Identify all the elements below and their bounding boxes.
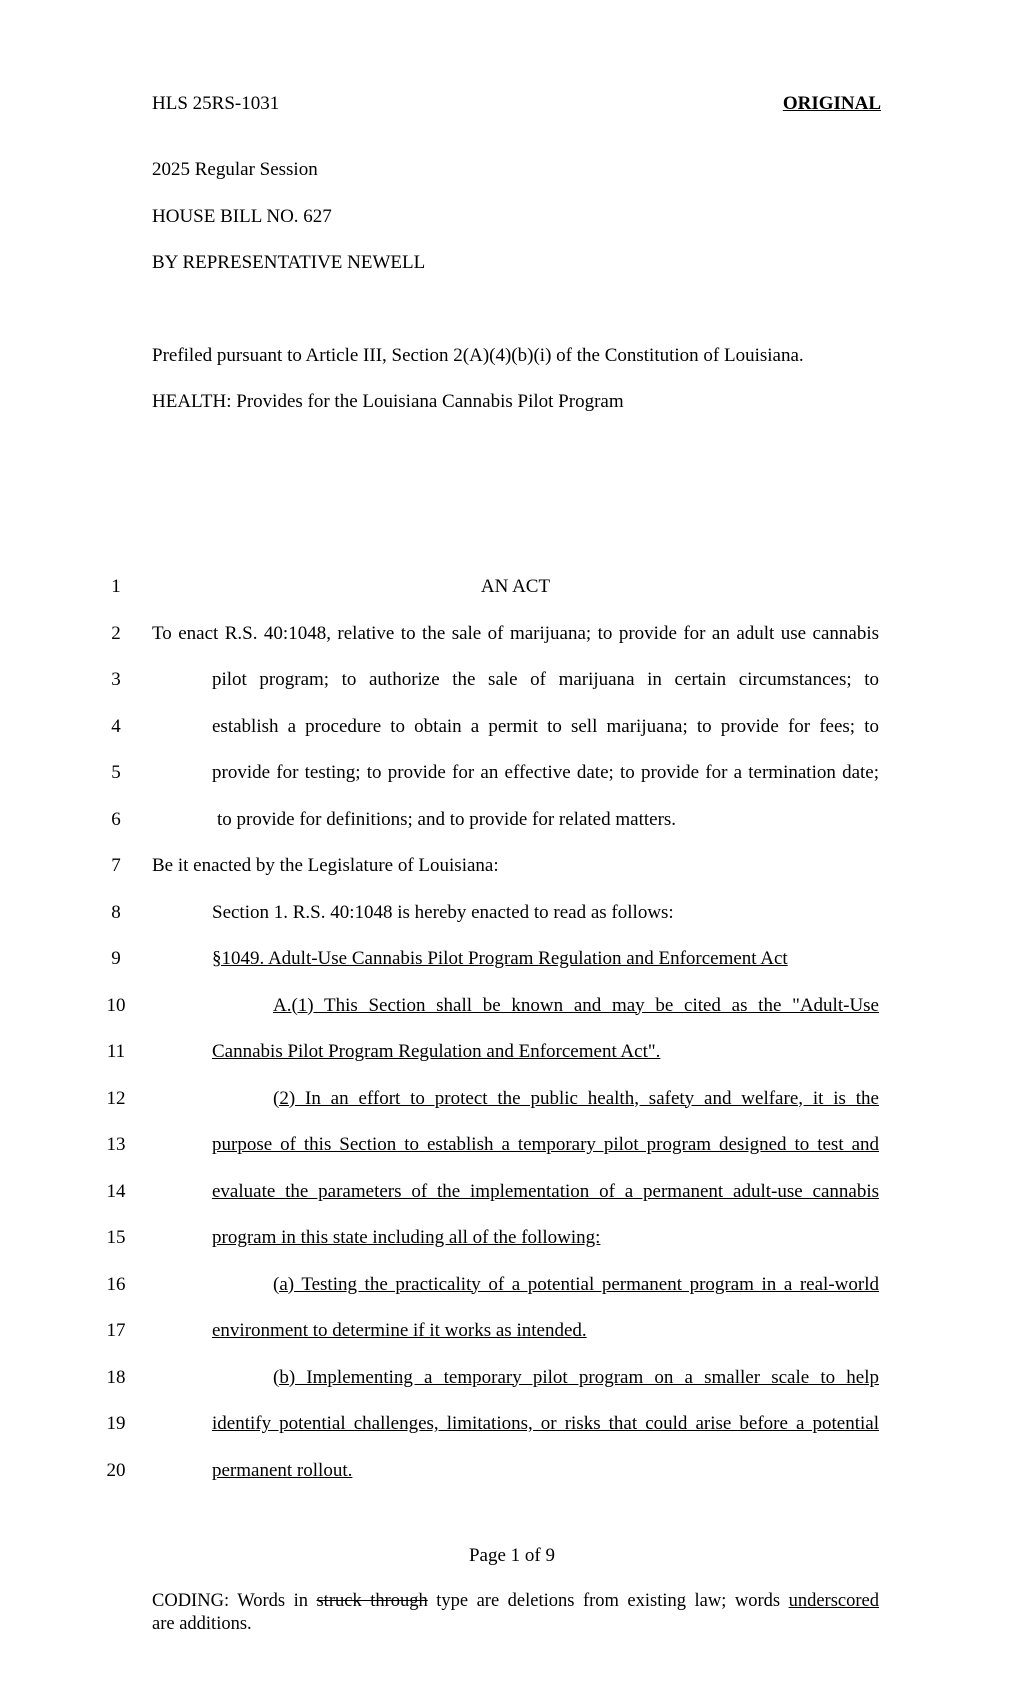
bill-line (0, 623, 1024, 670)
underscored-sample: underscored (788, 1591, 879, 1611)
line-number: 5 (111, 762, 121, 783)
line-text: A.(1) This Section shall be known and may be cited as the "Adult-Use (273, 994, 879, 1016)
status-label: ORIGINAL (782, 93, 881, 114)
bill-line (0, 995, 1024, 1042)
line-text: provide for testing; to provide for an effective date; to provide for a termination date; (212, 762, 879, 783)
line-number: 7 (111, 855, 121, 876)
bill-line (0, 1134, 1024, 1181)
line-text: Section 1. R.S. 40:1048 is hereby enacted to read as follows: (212, 901, 674, 923)
page-number: Page 1 of 9 (468, 1545, 555, 1566)
line-number: 9 (111, 948, 121, 969)
bill-line (0, 855, 1024, 902)
line-number: 2 (111, 622, 121, 644)
document-id: HLS 25RS-1031 (152, 93, 280, 114)
line-text: permanent rollout. (212, 1459, 353, 1481)
bill-line (0, 1367, 1024, 1414)
coding-line-1 (152, 1590, 879, 1613)
line-number: 15 (106, 1227, 126, 1248)
sponsor-line: BY REPRESENTATIVE NEWELL (152, 252, 426, 273)
section-heading: §1049. Adult-Use Cannabis Pilot Program Regulation and Enforcement Act (212, 948, 788, 969)
line-number: 3 (111, 669, 121, 690)
line-number: 18 (106, 1366, 126, 1388)
line-number: 10 (106, 994, 126, 1016)
bill-line (0, 1088, 1024, 1135)
line-number: 16 (106, 1273, 126, 1295)
bill-line (0, 1413, 1024, 1460)
bill-line (0, 902, 1024, 949)
line-text: identify potential challenges, limitations, or risks that could arise before a potential (212, 1413, 879, 1434)
bill-line (0, 1460, 1024, 1507)
coding-note (152, 1590, 879, 1636)
line-number: 13 (106, 1134, 126, 1155)
line-number: 14 (106, 1180, 126, 1202)
bill-line (0, 1181, 1024, 1228)
line-text: to provide for definitions; and to provide for related matters. (217, 808, 677, 830)
line-number: 11 (106, 1041, 126, 1062)
bill-line (0, 809, 1024, 856)
coding-line-2: are additions. (152, 1614, 252, 1634)
bill-line (0, 716, 1024, 763)
line-number: 1 (111, 576, 121, 597)
subject-line: HEALTH: Provides for the Louisiana Cannabis Pilot Program (152, 391, 624, 412)
bill-line (0, 669, 1024, 716)
line-text: To enact R.S. 40:1048, relative to the sale of marijuana; to provide for an adult use cannabis (152, 622, 879, 644)
line-text: (a) Testing the practicality of a potential permanent program in a real-world (273, 1273, 879, 1295)
line-text: purpose of this Section to establish a temporary pilot program designed to test and (212, 1134, 879, 1155)
line-text: evaluate the parameters of the implementation of a permanent adult-use cannabis (212, 1180, 879, 1202)
line-text: (b) Implementing a temporary pilot program on a smaller scale to help (273, 1366, 879, 1388)
line-text: (2) In an effort to protect the public health, safety and welfare, it is the (273, 1087, 879, 1109)
coding-mid: type are deletions from existing law; words (427, 1591, 789, 1611)
bill-line (0, 576, 1024, 623)
line-text: environment to determine if it works as intended. (212, 1320, 587, 1341)
line-number: 4 (111, 715, 121, 737)
session-line: 2025 Regular Session (152, 159, 318, 180)
line-text: establish a procedure to obtain a permit to sell marijuana; to provide for fees; to (212, 715, 879, 737)
line-number: 19 (106, 1413, 126, 1434)
line-number: 20 (106, 1459, 126, 1481)
bill-line (0, 762, 1024, 809)
bill-line (0, 1227, 1024, 1274)
struck-through-sample: struck through (316, 1591, 428, 1611)
bill-line (0, 1274, 1024, 1321)
bill-line (0, 1041, 1024, 1088)
act-title: AN ACT (480, 576, 551, 597)
line-text: program in this state including all of the following: (212, 1227, 601, 1248)
bill-line (0, 1320, 1024, 1367)
line-number: 17 (106, 1320, 126, 1341)
bill-number: HOUSE BILL NO. 627 (152, 206, 332, 227)
line-text: Be it enacted by the Legislature of Louisiana: (152, 855, 499, 876)
line-text: pilot program; to authorize the sale of marijuana in certain circumstances; to (212, 669, 879, 690)
line-number: 12 (106, 1087, 126, 1109)
line-text: Cannabis Pilot Program Regulation and Enforcement Act". (212, 1041, 661, 1062)
line-number: 8 (111, 901, 121, 923)
line-number: 6 (111, 808, 121, 830)
bill-line (0, 948, 1024, 995)
coding-prefix: CODING: Words in (152, 1591, 317, 1611)
prefiled-line: Prefiled pursuant to Article III, Section 2(A)(4)(b)(i) of the Constitution of Louisiana. (152, 345, 804, 366)
